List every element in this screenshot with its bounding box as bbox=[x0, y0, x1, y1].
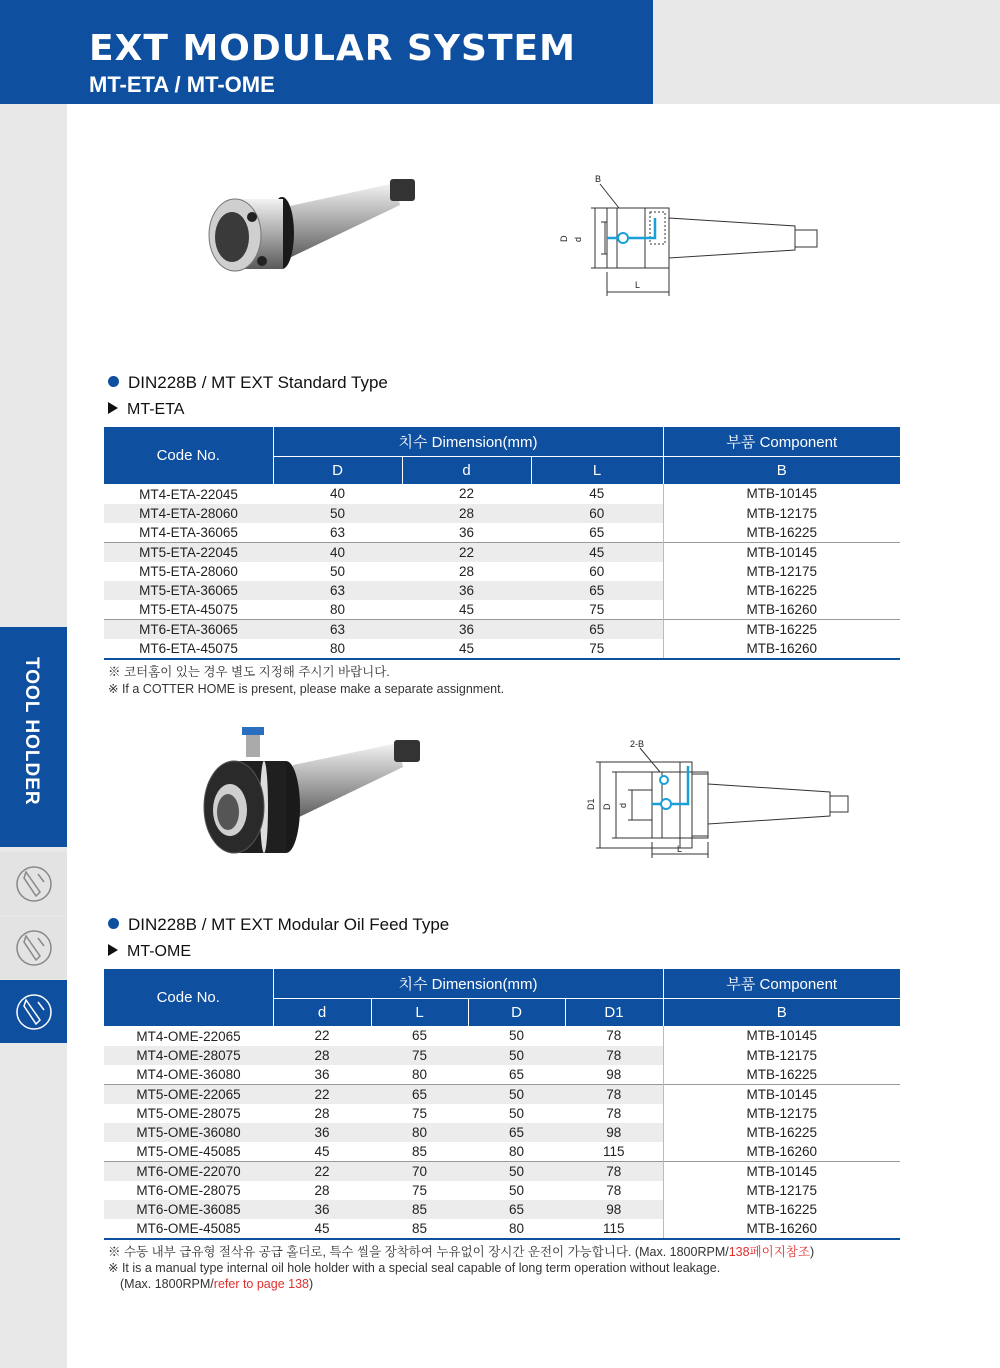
dimension-cell: 80 bbox=[329, 601, 346, 617]
sidebar-icon-3-active[interactable] bbox=[0, 980, 67, 1043]
table-row bbox=[104, 1046, 900, 1065]
drawing-label-big-d: D bbox=[559, 235, 569, 242]
dimension-cell: 36 bbox=[273, 1200, 371, 1219]
code-cell: MT4-OME-36080 bbox=[136, 1066, 241, 1082]
dimension-cell: 50 bbox=[508, 1105, 525, 1121]
dimension-cell: 78 bbox=[606, 1028, 622, 1044]
dimension-cell: 28 bbox=[314, 1105, 330, 1121]
table-row bbox=[104, 562, 900, 581]
dimension-cell: 28 bbox=[458, 563, 475, 579]
page-header bbox=[0, 0, 653, 104]
component-cell: MTB-10145 bbox=[663, 1161, 900, 1181]
drawing-label-l: L bbox=[677, 844, 683, 854]
section2-note-en-1: ※ It is a manual type internal oil hole holder with a special seal capable of long term operation without leakage. bbox=[108, 1261, 721, 1275]
sidebar-tab-tool-holder[interactable] bbox=[0, 627, 67, 847]
dimension-cell: 75 bbox=[371, 1046, 468, 1065]
dimension-cell: 78 bbox=[565, 1161, 663, 1181]
component-cell: MTB-16260 bbox=[663, 600, 900, 620]
component-cell: MTB-10145 bbox=[663, 1084, 900, 1104]
component-cell: MTB-16260 bbox=[663, 1142, 900, 1162]
dimension-cell: 45 bbox=[531, 542, 663, 562]
dimension-cell: 80 bbox=[411, 1066, 428, 1082]
code-cell: MT6-OME-22070 bbox=[104, 1161, 273, 1181]
dimension-cell: 65 bbox=[371, 1084, 468, 1104]
drawing-label-big-d: D bbox=[602, 803, 612, 810]
code-cell: MT6-ETA-36065 bbox=[104, 619, 273, 639]
dimension-cell: 22 bbox=[314, 1028, 330, 1044]
dimension-cell: 22 bbox=[458, 486, 475, 502]
table-row bbox=[104, 1161, 900, 1181]
code-cell: MT4-ETA-28060 bbox=[104, 504, 273, 523]
dimension-cell: 85 bbox=[371, 1200, 468, 1219]
component-cell: MTB-16260 bbox=[663, 1219, 900, 1239]
code-cell: MT5-OME-22065 bbox=[104, 1084, 273, 1104]
component-cell: MTB-16260 bbox=[663, 639, 900, 659]
component-cell: MTB-10145 bbox=[663, 542, 900, 562]
section2-note-ko: ※ 수동 내부 급유형 절삭유 공급 홀더로, 특수 씰을 장착하여 누유없이 장시간 운전이 가능합니다. (Max. 1800RPM/138페이지참조) bbox=[108, 1245, 815, 1259]
dimension-cell: 78 bbox=[565, 1084, 663, 1104]
dimension-cell: 50 bbox=[468, 1084, 565, 1104]
column-header: B bbox=[663, 457, 900, 485]
mt-eta-spec-table bbox=[104, 427, 900, 660]
dimension-cell: 115 bbox=[602, 1143, 625, 1159]
table-row bbox=[104, 523, 900, 543]
dimension-cell: 45 bbox=[458, 601, 475, 617]
dimension-cell: 22 bbox=[273, 1161, 371, 1181]
component-header: 부품 Component bbox=[663, 969, 900, 999]
mt-eta-product-photo bbox=[190, 165, 425, 300]
component-cell: MTB-16225 bbox=[663, 1200, 900, 1219]
drawing-label-2b: 2-B bbox=[630, 739, 645, 749]
dimension-cell: 70 bbox=[371, 1161, 468, 1181]
dimension-cell: 65 bbox=[531, 619, 663, 639]
dimension-cell: 78 bbox=[565, 1046, 663, 1065]
component-cell: MTB-16225 bbox=[663, 1065, 900, 1085]
section1-subtitle: MT-ETA bbox=[108, 401, 184, 419]
dimension-cell: 65 bbox=[411, 1028, 428, 1044]
dimension-cell: 36 bbox=[458, 524, 475, 540]
dimension-cell: 65 bbox=[589, 524, 605, 540]
dimension-cell: 28 bbox=[314, 1182, 330, 1198]
bullet-icon bbox=[108, 918, 119, 929]
table-row bbox=[104, 619, 900, 639]
code-cell: MT4-ETA-36065 bbox=[139, 524, 238, 540]
dimension-cell: 65 bbox=[508, 1066, 525, 1082]
dimension-cell: 50 bbox=[468, 1046, 565, 1065]
dimension-cell: 80 bbox=[371, 1123, 468, 1142]
table-row bbox=[104, 1026, 900, 1046]
column-header: L bbox=[371, 999, 468, 1027]
component-header: 부품 Component bbox=[663, 427, 900, 457]
dimension-cell: 75 bbox=[411, 1182, 428, 1198]
dimension-cell: 50 bbox=[508, 1028, 525, 1044]
dimension-cell: 36 bbox=[402, 619, 531, 639]
dimension-cell: 60 bbox=[589, 563, 605, 579]
dimension-header: 치수 Dimension(mm) bbox=[273, 427, 663, 457]
sidebar-icon-2[interactable] bbox=[0, 916, 67, 979]
dimension-cell: 98 bbox=[565, 1200, 663, 1219]
column-header: B bbox=[663, 999, 900, 1027]
code-cell: MT6-OME-45085 bbox=[104, 1219, 273, 1239]
table-row bbox=[104, 581, 900, 600]
dimension-cell: 75 bbox=[411, 1105, 428, 1121]
table-row bbox=[104, 1142, 900, 1162]
tool-holder-icon bbox=[14, 990, 54, 1034]
page-subtitle: MT-ETA / MT-OME bbox=[89, 72, 275, 97]
triangle-bullet-icon bbox=[108, 944, 118, 956]
header-gray-band bbox=[653, 0, 1000, 104]
dimension-cell: 98 bbox=[606, 1066, 622, 1082]
section1-note-en: ※ If a COTTER HOME is present, please make a separate assignment. bbox=[108, 682, 505, 696]
drawing-label-l: L bbox=[635, 280, 641, 290]
component-cell: MTB-10145 bbox=[663, 484, 900, 504]
column-header: D1 bbox=[565, 999, 663, 1027]
dimension-cell: 45 bbox=[314, 1143, 330, 1159]
code-cell: MT4-OME-28075 bbox=[104, 1046, 273, 1065]
column-header: D bbox=[468, 999, 565, 1027]
code-no-header: Code No. bbox=[104, 969, 273, 1026]
component-cell: MTB-12175 bbox=[663, 504, 900, 523]
component-cell: MTB-12175 bbox=[663, 1104, 900, 1123]
page-title: EXT MODULAR SYSTEM bbox=[89, 28, 576, 69]
sidebar-icon-1[interactable] bbox=[0, 852, 67, 915]
table-row bbox=[104, 1104, 900, 1123]
code-cell: MT4-ETA-22045 bbox=[139, 486, 238, 502]
code-cell: MT5-ETA-28060 bbox=[139, 563, 238, 579]
component-cell: MTB-16225 bbox=[663, 581, 900, 600]
column-header: d bbox=[402, 457, 531, 485]
table-row bbox=[104, 504, 900, 523]
dimension-cell: 78 bbox=[606, 1182, 622, 1198]
code-cell: MT5-ETA-22045 bbox=[104, 542, 273, 562]
dimension-cell: 80 bbox=[273, 639, 402, 659]
dimension-cell: 63 bbox=[273, 619, 402, 639]
code-cell: MT4-OME-22065 bbox=[136, 1028, 241, 1044]
tool-holder-icon bbox=[14, 926, 54, 970]
table-row bbox=[104, 542, 900, 562]
triangle-bullet-icon bbox=[108, 402, 118, 414]
dimension-cell: 50 bbox=[329, 563, 346, 579]
code-no-header: Code No. bbox=[104, 427, 273, 484]
code-cell: MT6-OME-36085 bbox=[104, 1200, 273, 1219]
component-cell: MTB-12175 bbox=[663, 562, 900, 581]
dimension-cell: 45 bbox=[589, 486, 605, 502]
table-row bbox=[104, 1123, 900, 1142]
dimension-cell: 80 bbox=[508, 1143, 525, 1159]
dimension-cell: 50 bbox=[508, 1182, 525, 1198]
drawing-label-d1: D1 bbox=[586, 798, 596, 810]
code-cell: MT6-ETA-45075 bbox=[104, 639, 273, 659]
section1-title: DIN228B / MT EXT Standard Type bbox=[108, 373, 388, 393]
dimension-cell: 65 bbox=[468, 1123, 565, 1142]
table-row bbox=[104, 1065, 900, 1085]
component-cell: MTB-10145 bbox=[663, 1026, 900, 1046]
dimension-cell: 28 bbox=[402, 504, 531, 523]
drawing-label-b: B bbox=[595, 174, 602, 184]
code-cell: MT5-OME-36080 bbox=[104, 1123, 273, 1142]
column-header: d bbox=[273, 999, 371, 1027]
column-header: D bbox=[273, 457, 402, 485]
dimension-cell: 36 bbox=[314, 1066, 330, 1082]
dimension-cell: 75 bbox=[589, 601, 605, 617]
component-cell: MTB-16225 bbox=[663, 619, 900, 639]
drawing-label-small-d: d bbox=[618, 802, 628, 808]
table-row bbox=[104, 639, 900, 659]
table-row bbox=[104, 484, 900, 504]
dimension-cell: 85 bbox=[411, 1143, 428, 1159]
dimension-cell: 63 bbox=[329, 524, 346, 540]
dimension-cell: 40 bbox=[273, 542, 402, 562]
code-cell: MT5-ETA-45075 bbox=[139, 601, 238, 617]
dimension-cell: 50 bbox=[468, 1161, 565, 1181]
dimension-cell: 50 bbox=[273, 504, 402, 523]
tool-holder-icon bbox=[14, 862, 54, 906]
column-header: L bbox=[531, 457, 663, 485]
dimension-cell: 63 bbox=[273, 581, 402, 600]
section2-note-en-2: (Max. 1800RPM/refer to page 138) bbox=[120, 1277, 314, 1291]
mt-ome-technical-drawing bbox=[580, 738, 855, 863]
dimension-cell: 85 bbox=[371, 1219, 468, 1239]
code-cell: MT5-ETA-36065 bbox=[104, 581, 273, 600]
dimension-cell: 75 bbox=[531, 639, 663, 659]
dimension-header: 치수 Dimension(mm) bbox=[273, 969, 663, 999]
dimension-cell: 115 bbox=[565, 1219, 663, 1239]
table-row bbox=[104, 1219, 900, 1239]
mt-ome-spec-table bbox=[104, 969, 900, 1240]
component-cell: MTB-16225 bbox=[663, 523, 900, 543]
dimension-cell: 22 bbox=[402, 542, 531, 562]
dimension-cell: 65 bbox=[468, 1200, 565, 1219]
sidebar-tab-label: TOOL HOLDER bbox=[21, 657, 42, 806]
table-row bbox=[104, 600, 900, 620]
bullet-icon bbox=[108, 376, 119, 387]
table-row bbox=[104, 1084, 900, 1104]
dimension-cell: 80 bbox=[468, 1219, 565, 1239]
code-cell: MT6-OME-28075 bbox=[136, 1182, 241, 1198]
dimension-cell: 28 bbox=[273, 1046, 371, 1065]
dimension-cell: 60 bbox=[531, 504, 663, 523]
table-row bbox=[104, 1200, 900, 1219]
section2-subtitle: MT-OME bbox=[108, 943, 191, 961]
dimension-cell: 65 bbox=[531, 581, 663, 600]
dimension-cell: 45 bbox=[402, 639, 531, 659]
mt-eta-technical-drawing bbox=[555, 172, 825, 297]
dimension-cell: 78 bbox=[606, 1105, 622, 1121]
code-cell: MT5-OME-28075 bbox=[136, 1105, 241, 1121]
component-cell: MTB-12175 bbox=[663, 1046, 900, 1065]
component-cell: MTB-16225 bbox=[663, 1123, 900, 1142]
dimension-cell: 45 bbox=[273, 1219, 371, 1239]
section1-note-ko: ※ 코터홈이 있는 경우 별도 지정해 주시기 바랍니다. bbox=[108, 665, 390, 679]
dimension-cell: 22 bbox=[273, 1084, 371, 1104]
dimension-cell: 98 bbox=[565, 1123, 663, 1142]
dimension-cell: 36 bbox=[273, 1123, 371, 1142]
section2-title: DIN228B / MT EXT Modular Oil Feed Type bbox=[108, 915, 449, 935]
dimension-cell: 40 bbox=[329, 486, 346, 502]
table-row bbox=[104, 1181, 900, 1200]
dimension-cell: 36 bbox=[402, 581, 531, 600]
code-cell: MT5-OME-45085 bbox=[136, 1143, 241, 1159]
component-cell: MTB-12175 bbox=[663, 1181, 900, 1200]
drawing-label-small-d: d bbox=[573, 236, 583, 242]
mt-ome-product-photo bbox=[198, 725, 433, 865]
